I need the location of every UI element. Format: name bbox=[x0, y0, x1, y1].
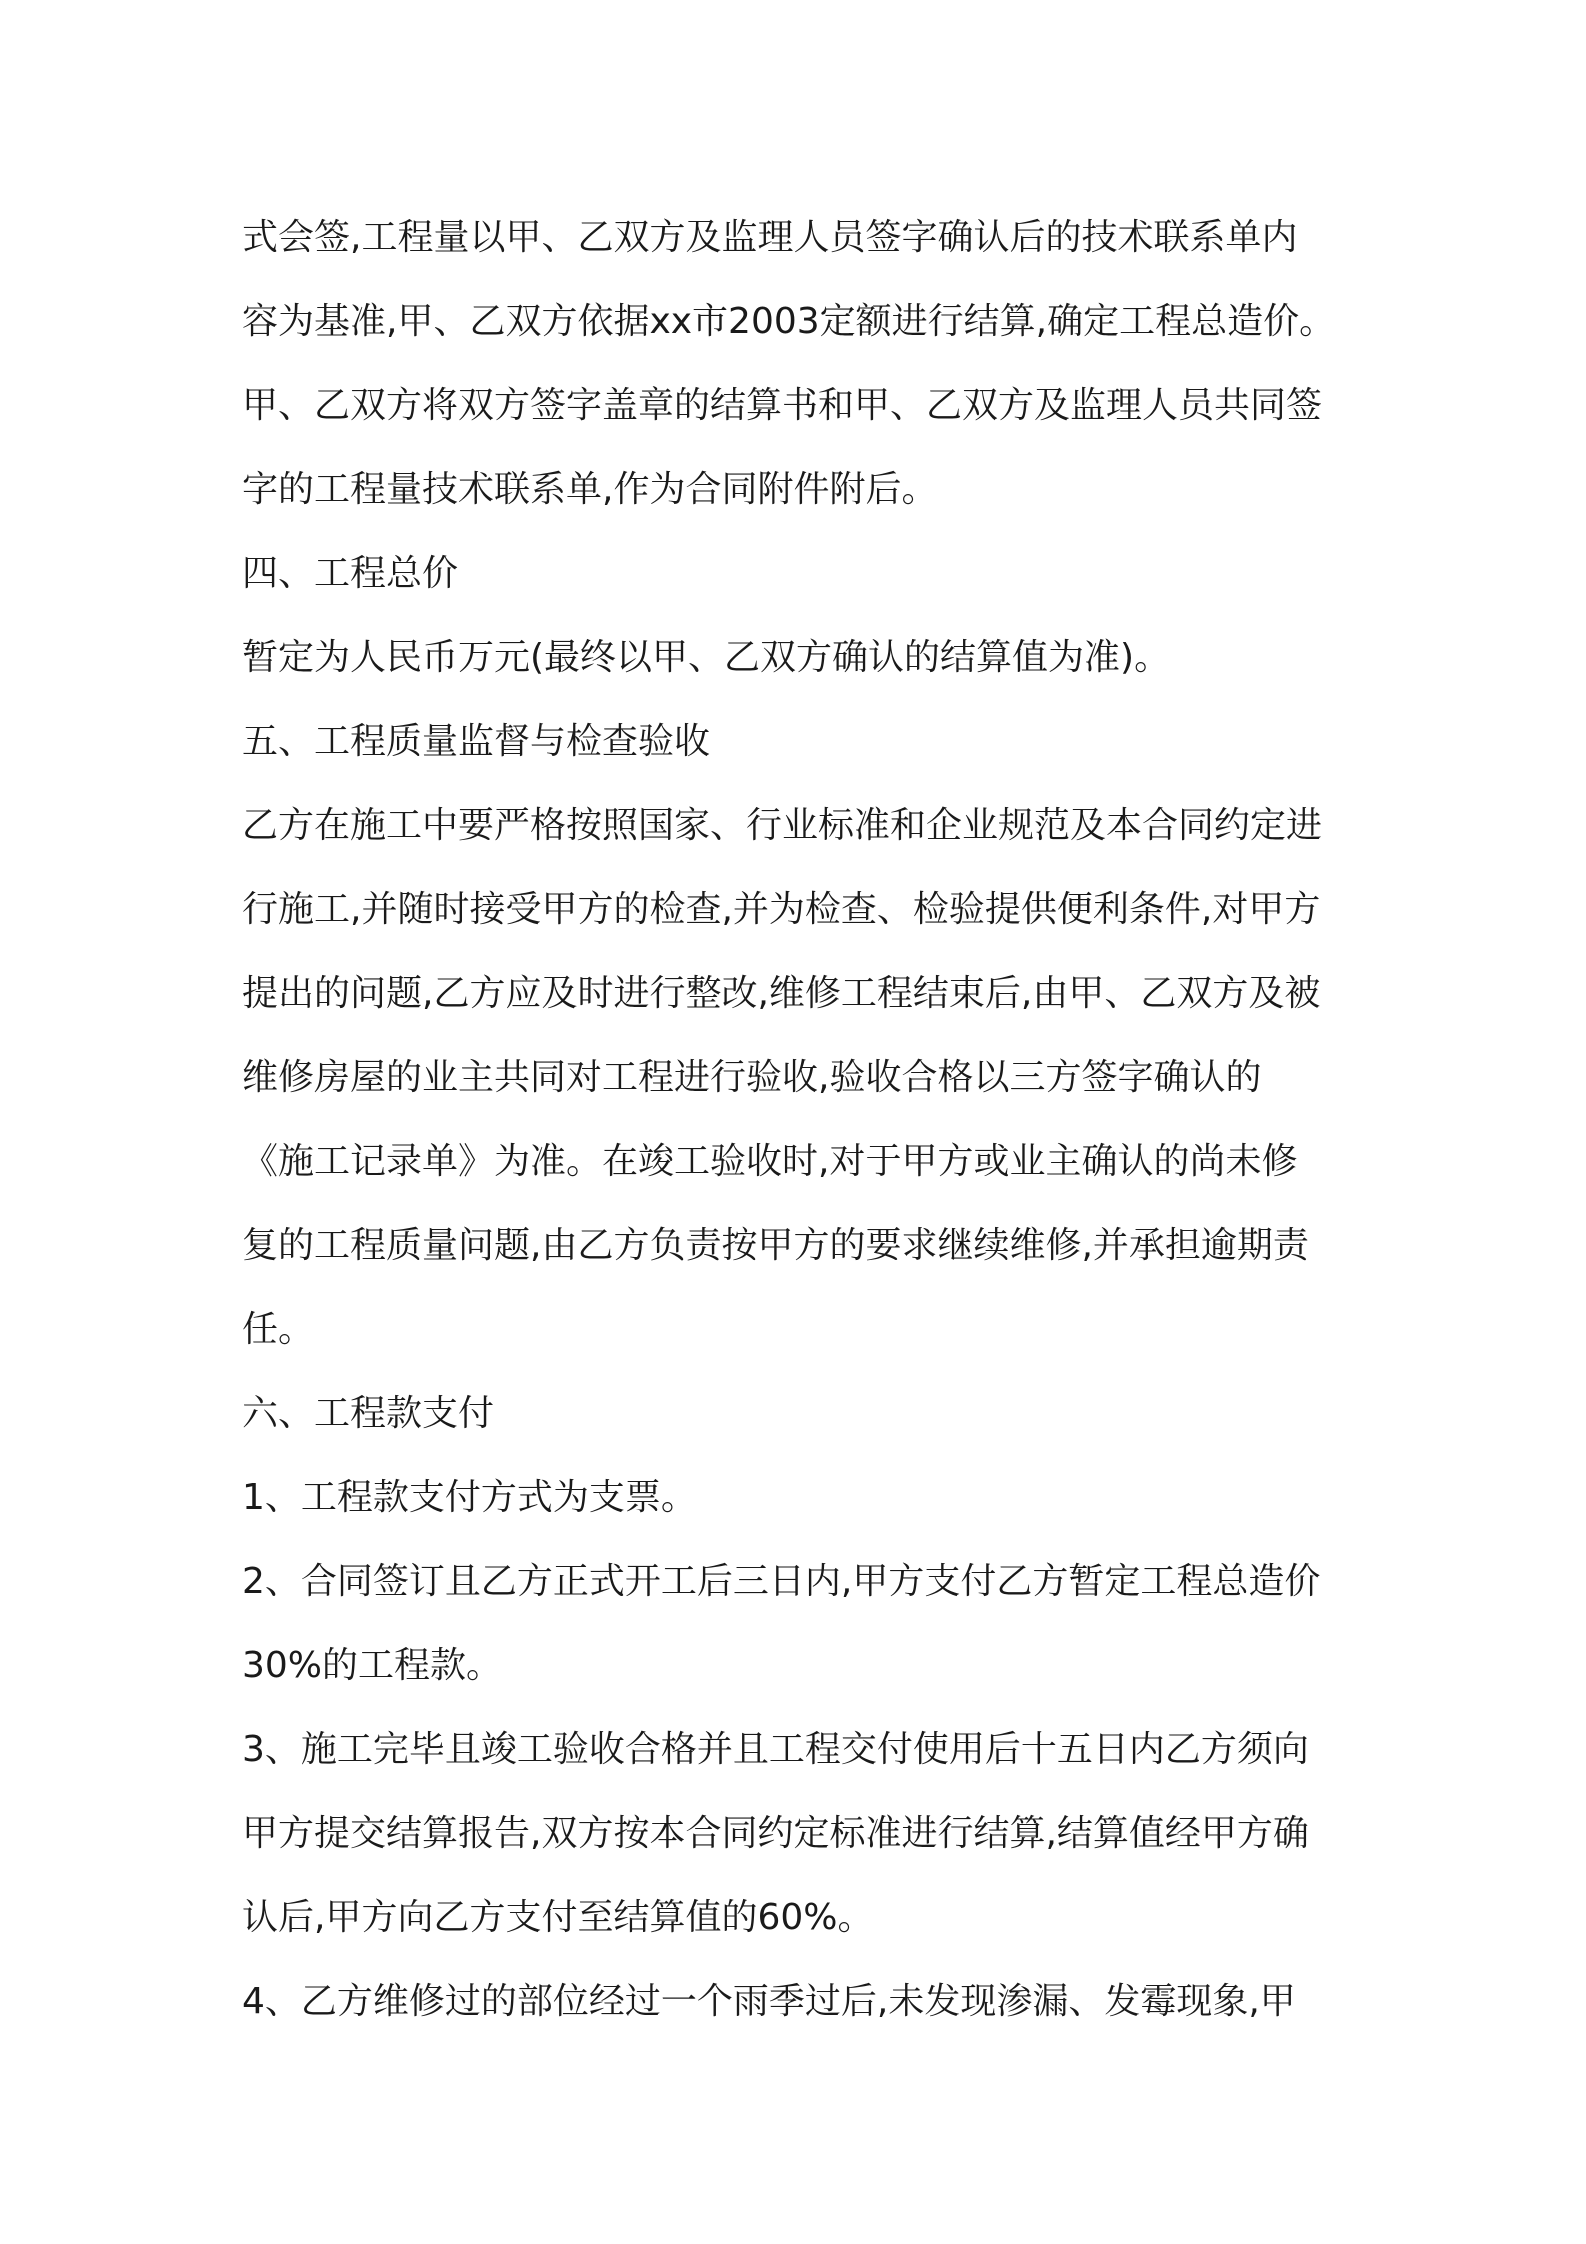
list-item: 1、工程款支付方式为支票。 bbox=[242, 1477, 697, 1518]
text-line: 维修房屋的业主共同对工程进行验收,验收合格以三方签字确认的 bbox=[242, 1057, 1262, 1098]
list-item: 3、施工完毕且竣工验收合格并且工程交付使用后十五日内乙方须向 bbox=[242, 1729, 1309, 1770]
text-line: 式会签,工程量以甲、乙双方及监理人员签字确认后的技术联系单内 bbox=[242, 217, 1298, 258]
section-heading: 六、工程款支付 bbox=[242, 1393, 495, 1434]
text-line: 任。 bbox=[242, 1309, 315, 1350]
text-line: 容为基准,甲、乙双方依据xx市2003定额进行结算,确定工程总造价。 bbox=[242, 301, 1336, 342]
text-line: 提出的问题,乙方应及时进行整改,维修工程结束后,由甲、乙双方及被 bbox=[242, 973, 1321, 1014]
list-item: 2、合同签订且乙方正式开工后三日内,甲方支付乙方暂定工程总造价 bbox=[242, 1561, 1321, 1602]
contract-body bbox=[242, 196, 1360, 2044]
text-line: 甲方提交结算报告,双方按本合同约定标准进行结算,结算值经甲方确 bbox=[242, 1813, 1309, 1854]
text-line: 复的工程质量问题,由乙方负责按甲方的要求继续维修,并承担逾期责 bbox=[242, 1225, 1309, 1266]
text-line: 暂定为人民币万元(最终以甲、乙双方确认的结算值为准)。 bbox=[242, 637, 1171, 678]
text-line: 乙方在施工中要严格按照国家、行业标准和企业规范及本合同约定进 bbox=[242, 805, 1323, 846]
text-line: 行施工,并随时接受甲方的检查,并为检查、检验提供便利条件,对甲方 bbox=[242, 889, 1321, 930]
text-line: 甲、乙双方将双方签字盖章的结算书和甲、乙双方及监理人员共同签 bbox=[242, 385, 1323, 426]
text-line: 《施工记录单》为准。在竣工验收时,对于甲方或业主确认的尚未修 bbox=[242, 1141, 1298, 1182]
text-line: 字的工程量技术联系单,作为合同附件附后。 bbox=[242, 469, 938, 510]
text-line: 认后,甲方向乙方支付至结算值的60%。 bbox=[242, 1897, 874, 1938]
text-line: 30%的工程款。 bbox=[242, 1645, 503, 1686]
list-item: 4、乙方维修过的部位经过一个雨季过后,未发现渗漏、发霉现象,甲 bbox=[242, 1981, 1296, 2022]
section-heading: 五、工程质量监督与检查验收 bbox=[242, 721, 711, 762]
section-heading: 四、工程总价 bbox=[242, 553, 459, 594]
